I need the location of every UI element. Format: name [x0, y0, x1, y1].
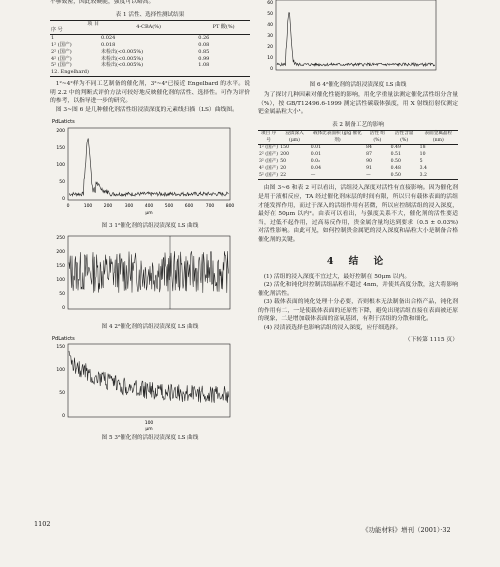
- svg-text:0: 0: [270, 67, 273, 72]
- fig5-xlabel: μm: [145, 427, 153, 433]
- fig6-plot: [258, 0, 458, 80]
- fig4-caption: 图 4 2²催化剂的活组浸渍深度 LS 曲线: [101, 324, 199, 331]
- fig5-yticks: [56, 344, 65, 419]
- svg-text:0: 0: [62, 197, 65, 203]
- svg-text:60: 60: [267, 1, 273, 6]
- continued-note: （下转第 1115 页）: [404, 336, 458, 343]
- table2-row: 3² (国产) 50 0.0₂ 90 0.50 5: [259, 158, 423, 164]
- fig5-plot: [50, 333, 250, 433]
- right-para2: 由图 3~6 和表 2 可以看出，活组浸入深度对活性有直接影响。因为催化剂是用于液相反应，TA 经过催化剂床层的时间有限，所以只有载体表面的活组才能发挥作用，而过于深入的活组作用有甚微，所以应控制活组的浸入深度，最好在 50μm 以内²。由表可以看出，与强度关系不大，催化剂的活性要适当，过低不起作用，过高易反作用，贵金属含量均达到要求（0.5 ± 0.03%)对活性影响。由此可见，如何控制贵金属钯的浸入深度和晶粒大小是制备合格催化剂的关键。: [258, 185, 458, 243]
- table2-row: 4² (国产) 20 0.04 91 0.48 3.4: [259, 165, 427, 171]
- svg-text:100: 100: [56, 163, 65, 169]
- svg-text:200: 200: [56, 250, 65, 256]
- table1-row: 12. Engelhard): [50, 69, 250, 76]
- fig5-ylabel: PdLaticts: [52, 336, 75, 343]
- fig3-ylabel: PdLaticts: [52, 119, 75, 126]
- svg-text:100: 100: [56, 368, 65, 374]
- fig3-xlabel: μm: [145, 211, 153, 217]
- svg-text:0: 0: [62, 414, 65, 420]
- right-column: [258, 0, 458, 344]
- svg-text:0: 0: [66, 204, 70, 210]
- fig5-xtick: 100: [144, 421, 154, 427]
- fig3-curve: [69, 139, 229, 197]
- table2-row: 1² (国产) 150 0.01 84 0.49 18: [259, 145, 426, 151]
- fig4-plot: [50, 232, 250, 322]
- fig3-caption: 图 3 1²催化剂的活组浸渍深度 LS 曲线: [101, 223, 199, 230]
- svg-text:800: 800: [225, 204, 235, 210]
- fig6-yticks: [267, 0, 273, 72]
- fig5-caption: 图 5 3²催化剂的活组浸渍深度 LS 曲线: [101, 435, 199, 442]
- top-fragment: 不够致密，因此较硬脆，强度可以略高。: [50, 0, 155, 5]
- table1-col-a: 4-CBA(%): [100, 20, 197, 34]
- svg-text:600: 600: [184, 204, 194, 210]
- fig6-curve: [277, 12, 435, 66]
- table1-col-no: 序 号: [51, 27, 63, 34]
- table2: 项目 序号 浸渍深入(μm) 载体比表面积 (g/g 催化剂) 活性 组(%) 活性含量 (%) 表面金属晶粒(nm) 1² (国产) 150 0.01 84 0.49 18 2² (国产) 200 0.01 87 0.51 10 3² (国产) 50 0.0₂ 90 0.50 5 4² (国产) 20 0.04 91 0.48 3.4 5² (国产) 22 — — 0.50 3.2: [258, 130, 458, 181]
- fig4-yticks: [56, 235, 65, 311]
- svg-text:20: 20: [267, 45, 273, 50]
- table1-row: 5² (国产) 未检出(<0.005%) 1.08: [51, 62, 210, 69]
- fig3-plot: [50, 116, 250, 221]
- table1-col-b: PT 酸(%): [197, 20, 250, 34]
- svg-text:400: 400: [144, 204, 154, 210]
- svg-text:150: 150: [56, 345, 65, 351]
- conclusion-2: (2) 活化和钝化时控制活组晶粒不超过 4nm，并使其高度分散，这大将影响催化剂活性。: [258, 282, 458, 297]
- table1-row: 2² (国产) 未检出(<0.005%) 0.85: [51, 48, 210, 55]
- svg-text:300: 300: [124, 204, 134, 210]
- svg-text:100: 100: [56, 278, 65, 284]
- left-column: [34, 0, 250, 528]
- table1-row: 1 0.024 0.26: [51, 35, 210, 42]
- table2-caption: 表 2 制备工艺的影响: [332, 121, 384, 128]
- table1-row: 1² (国产) 0.018 0.08: [51, 41, 210, 48]
- section-title: 4 结 论: [326, 255, 390, 267]
- conclusion-1: (1) 活组的浸入深度不宜过大，最好控制在 50μm 以内。: [263, 273, 411, 280]
- fig3-xticks: [67, 203, 235, 209]
- right-para1: 为了探讨几种因素对催化性能的影响，用化学重量法测定催化活性组分含量（%），按 GB/T12496.6-1999 测定活性碳载体强度，用 X 射线衍射仪测定钯金属晶粒大小¹。: [258, 92, 458, 116]
- table2-row: 2² (国产) 200 0.01 87 0.51 10: [259, 152, 426, 158]
- svg-text:250: 250: [56, 236, 65, 242]
- para2: 图 3~图 6 是几种催化剂活性组浸渍深度的元素线扫描（LS）曲线图。: [55, 106, 238, 113]
- conclusion-4: (4) 浸渍液选择也影响活组的浸入深度，应仔细选择。: [263, 325, 402, 332]
- para1: 1²~4²样为不同工艺制备的催化剂，3²~4²已接近 Engelbard 的水平。说明 2.2 中的判断式评价方法可较好地反映催化剂的活性、选择性。可作为评价的参考，以指导进一步的研究。: [50, 80, 250, 105]
- svg-text:50: 50: [59, 391, 65, 397]
- table1-col-item: 项 目: [87, 20, 99, 27]
- svg-text:200: 200: [56, 129, 65, 135]
- svg-text:30: 30: [267, 34, 273, 39]
- table2-row: 5² (国产) 22 — — 0.50 3.2: [258, 173, 458, 180]
- fig6-caption: 图 6 4²催化剂的活组浸渍深度 LS 曲线: [309, 82, 407, 88]
- svg-text:0: 0: [62, 306, 65, 312]
- svg-text:50: 50: [59, 180, 65, 186]
- svg-text:200: 200: [103, 204, 113, 210]
- svg-text:150: 150: [56, 264, 65, 270]
- table1: [50, 20, 250, 77]
- svg-text:700: 700: [205, 204, 215, 210]
- journal-footer: 《功能材料》增刊（2001）·32: [362, 526, 451, 534]
- page-number: 1102: [34, 520, 51, 528]
- table1-caption: 表 1 活性、选择性测试结果: [115, 11, 185, 18]
- svg-text:50: 50: [59, 292, 65, 298]
- fig5-curve: [69, 351, 229, 403]
- svg-text:10: 10: [267, 56, 273, 61]
- table1-row: 4² (国产) 未检出(<0.005%) 0.99: [51, 55, 210, 62]
- svg-text:500: 500: [164, 204, 174, 210]
- svg-text:40: 40: [267, 23, 273, 28]
- conclusion-3: (3) 载体表面的钝化处理十分必要，否则根本无法制备出合格产品，钝化剂的作用有二，一是使载体表面的还原性下降，避免出现活组直接在表面被还原的现象，二是增加载体表面的富氧基团，有利于活组的分散和细化。: [258, 299, 458, 323]
- fig4-curve: [69, 251, 229, 293]
- svg-text:100: 100: [83, 204, 93, 210]
- fig3-yticks: [56, 128, 65, 202]
- svg-text:50: 50: [267, 12, 273, 17]
- svg-text:150: 150: [56, 146, 65, 152]
